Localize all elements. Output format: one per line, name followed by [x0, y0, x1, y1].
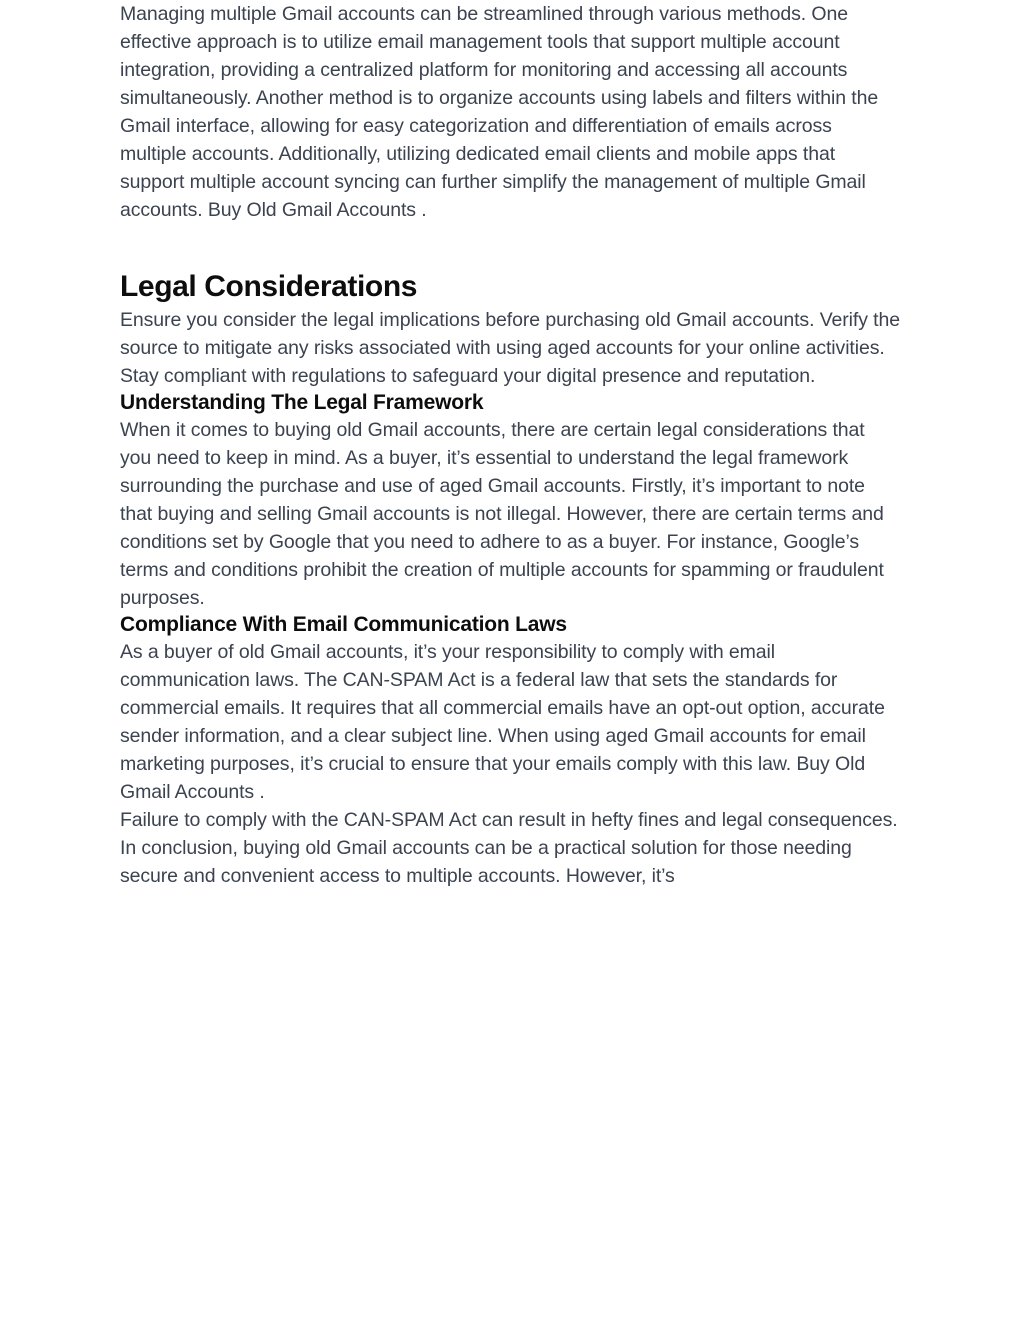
- paragraph-can-spam-act: As a buyer of old Gmail accounts, it’s your responsibility to comply with email communication laws. The CAN-SPAM Act is a federal law that sets the standards for commercial emails. It requires that all commercial emails have an opt-out option, accurate sender information, and a clear subject line. When using aged Gmail accounts for email marketing purposes, it’s crucial to ensure that your emails comply with this law. Buy Old Gmail Accounts .: [120, 641, 885, 803]
- heading-compliance-email-laws: Compliance With Email Communication Laws: [120, 613, 567, 636]
- paragraph-managing-accounts: Managing multiple Gmail accounts can be streamlined through various methods. One effective approach is to utilize email management tools that support multiple account integration, providing a centralized platform for monitoring and accessing all accounts simultaneously. Another method is to organize accounts using labels and filters within the Gmail interface, allowing for easy categorization and differentiation of emails across multiple accounts. Additionally, utilizing dedicated email clients and mobile apps that support multiple account syncing can further simplify the management of multiple Gmail accounts. Buy Old Gmail Accounts .: [120, 3, 879, 221]
- heading-legal-considerations: Legal Considerations: [120, 270, 418, 303]
- paragraph-legal-overview: Ensure you consider the legal implications before purchasing old Gmail accounts. Verify the source to mitigate any risks associated with using aged accounts for your online activities. Stay compliant with regulations to safeguard your digital presence and reputation.: [120, 309, 900, 387]
- paragraph-can-spam-consequences: Failure to comply with the CAN-SPAM Act can result in hefty fines and legal consequences. In conclusion, buying old Gmail accounts can be a practical solution for those needing secure and convenient access to multiple accounts. However, it’s: [120, 809, 898, 887]
- paragraph-legal-framework: When it comes to buying old Gmail accounts, there are certain legal considerations that you need to keep in mind. As a buyer, it’s essential to understand the legal framework surrounding the purchase and use of aged Gmail accounts. Firstly, it’s important to note that buying and selling Gmail accounts is not illegal. However, there are certain terms and conditions set by Google that you need to adhere to as a buyer. For instance, Google’s terms and conditions prohibit the creation of multiple accounts for spamming or fraudulent purposes.: [120, 419, 884, 609]
- heading-understanding-legal-framework: Understanding The Legal Framework: [120, 391, 484, 414]
